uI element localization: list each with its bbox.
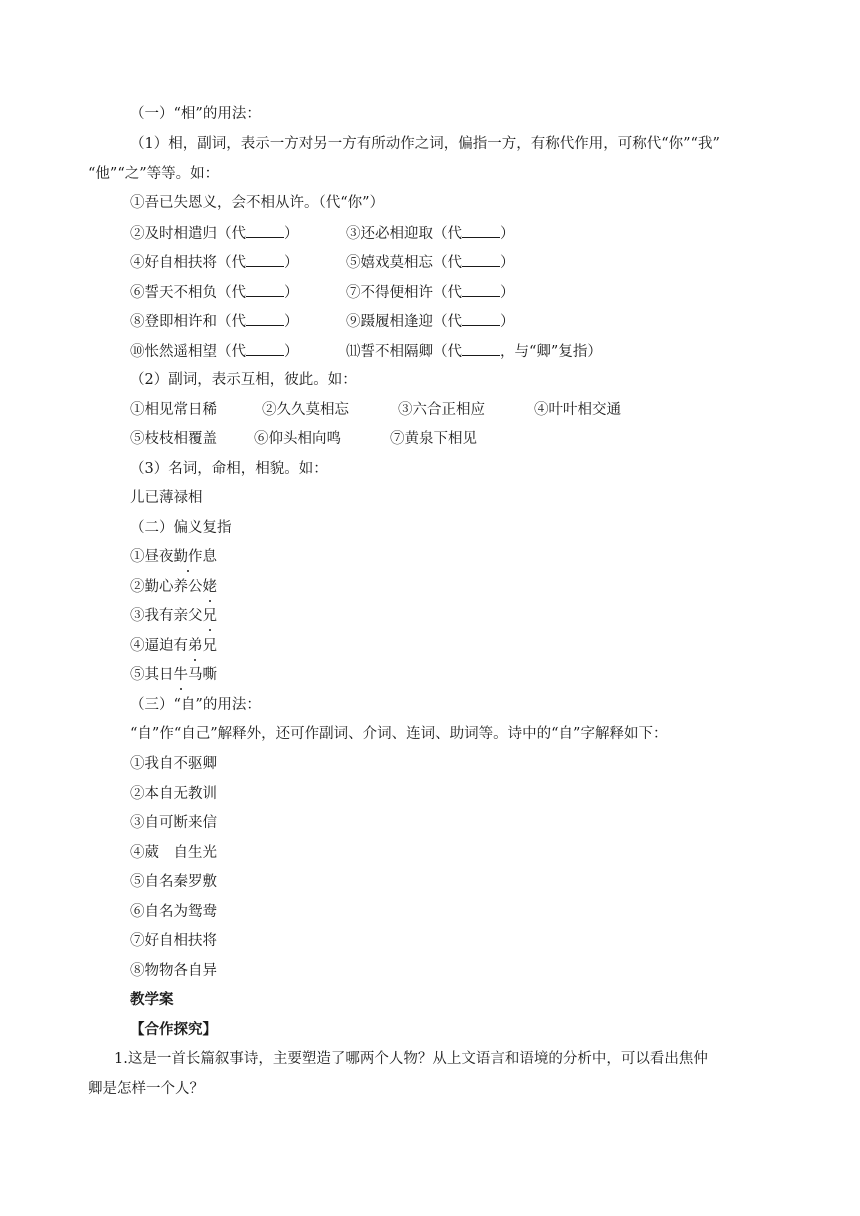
list-item: ⑦好自相扶将	[130, 933, 217, 949]
exercise-item: ⑧登即相许和（代 ）	[130, 311, 299, 332]
emphasis-dots: 勤作	[173, 549, 203, 565]
section-heading-pianyi: （二）偏义复指	[130, 520, 232, 536]
paragraph-zi-intro: “自”作“自己”解释外，还可作副词、介词、连词、助词等。诗中的“自”字解释如下：	[130, 726, 668, 742]
list-item: ⑥自名为鸳鸯	[130, 904, 217, 920]
exercise-item: ④好自相扶将（代 ）	[130, 252, 299, 273]
list-item: ②本自无教训	[130, 786, 217, 802]
exercise-item: ③还必相迎取（代 ）	[346, 223, 515, 244]
example-line: ①吾已失恩义，会不相从许。（代“你”）	[130, 195, 385, 211]
example-line: 儿已薄禄相	[130, 490, 203, 506]
example-item: ②久久莫相忘	[262, 402, 349, 418]
example-item: ③六合正相应	[398, 402, 485, 418]
list-item: ②勤心养公姥	[130, 579, 217, 595]
list-item: ①我自不驱卿	[130, 756, 217, 772]
example-item: ⑥仰头相向鸣	[254, 431, 341, 447]
paragraph-xiang-2: （2）副词，表示互相，彼此。如：	[130, 372, 357, 388]
exercise-item: ②及时相遣归（代 ）	[130, 223, 299, 244]
list-item: ⑤其日牛马嘶	[130, 667, 217, 683]
list-item: ③自可断来信	[130, 815, 217, 831]
answer-blank[interactable]	[246, 252, 284, 267]
emphasis-dots: 姥	[202, 579, 217, 595]
list-item: ④逼迫有弟兄	[130, 638, 217, 654]
emphasis-dots: 弟	[188, 638, 203, 654]
list-item: ⑧物物各自异	[130, 963, 217, 979]
answer-blank[interactable]	[462, 252, 500, 267]
paragraph-xiang-1-line1: （1）相，副词，表示一方对另一方有所动作之词，偏指一方，有称代作用，可称代“你”“我”	[130, 136, 720, 152]
exercise-item: ⑨蹑履相逢迎（代 ）	[346, 311, 515, 332]
example-item: ①相见常日稀	[130, 402, 217, 418]
example-item: ⑦黄泉下相见	[390, 431, 477, 447]
example-item: ⑤枝枝相覆盖	[130, 431, 217, 447]
answer-blank[interactable]	[462, 311, 500, 326]
answer-blank[interactable]	[246, 341, 284, 356]
exercise-item: ⑾誓不相隔卿（代 ，与“卿”复指）	[346, 341, 602, 362]
question-line1: 1.这是一首长篇叙事诗，主要塑造了哪两个人物？从上文语言和语境的分析中，可以看出焦仲	[114, 1051, 708, 1067]
answer-blank[interactable]	[462, 223, 500, 238]
list-item: ④葳 自生光	[130, 845, 217, 861]
section-heading-xiang: （一）“相”的用法：	[130, 106, 261, 122]
section-subtitle-cooperation: 【合作探究】	[130, 1022, 217, 1038]
answer-blank[interactable]	[246, 282, 284, 297]
section-heading-zi: （三）“自”的用法：	[130, 697, 261, 713]
exercise-item: ⑥誓天不相负（代 ）	[130, 282, 299, 303]
question-line2: 卿是怎样一个人？	[88, 1081, 204, 1097]
answer-blank[interactable]	[462, 341, 500, 356]
answer-blank[interactable]	[462, 282, 500, 297]
list-item: ①昼夜勤作息	[130, 549, 217, 565]
exercise-item: ⑤嬉戏莫相忘（代 ）	[346, 252, 515, 273]
exercise-item: ⑦不得便相许（代 ）	[346, 282, 515, 303]
paragraph-xiang-3: （3）名词，命相，相貌。如：	[130, 461, 328, 477]
list-item: ③我有亲父兄	[130, 608, 217, 624]
emphasis-dots: 兄	[202, 608, 217, 624]
paragraph-xiang-1-line2: “他”“之”等等。如：	[88, 166, 220, 182]
exercise-item: ⑩怅然遥相望（代 ）	[130, 341, 299, 362]
answer-blank[interactable]	[246, 311, 284, 326]
section-title-teaching: 教学案	[130, 992, 174, 1008]
example-item: ④叶叶相交通	[534, 402, 621, 418]
answer-blank[interactable]	[246, 223, 284, 238]
emphasis-dots: 牛	[173, 667, 188, 683]
list-item: ⑤自名秦罗敷	[130, 874, 217, 890]
